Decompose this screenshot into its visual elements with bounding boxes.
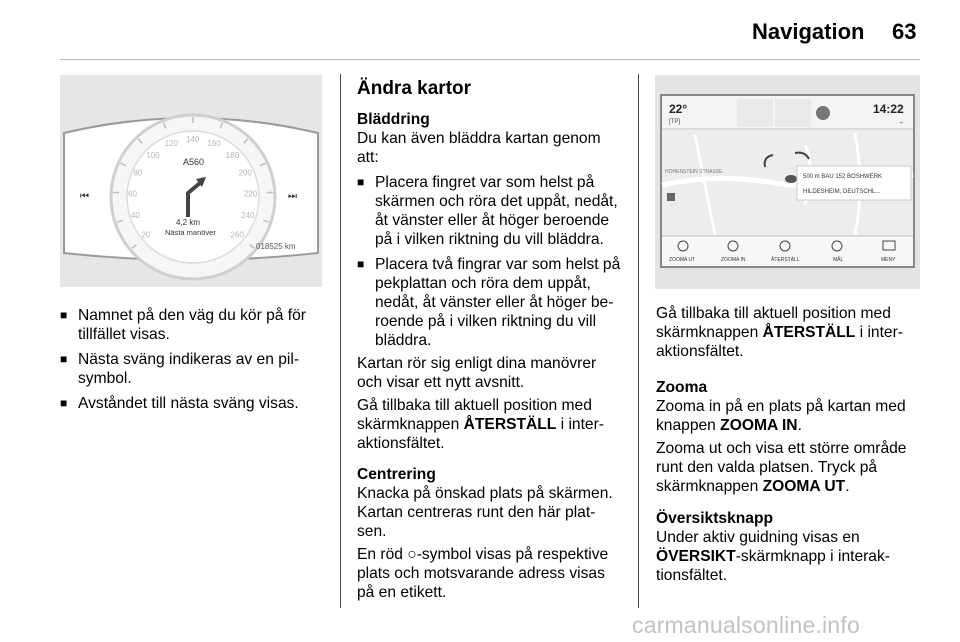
bullet-item: ■ Placera två fingrar var som helst på pekplattan och röra dem uppåt, nedåt, åt vänster eller åt höger be-roende på i vilken riktning du vill bläddra. (357, 255, 623, 350)
speed-tick-label: 240 (241, 211, 255, 221)
right-column-text (656, 304, 922, 595)
paragraph: Kartan rör sig enligt dina manövrer och visar ett nytt avsnitt. (357, 355, 597, 391)
skip-back-icon: ⏮ (80, 191, 89, 202)
header-divider (60, 59, 920, 60)
infotainment-screen-figure (655, 75, 920, 289)
paragraph: Zooma ut och visa ett större område runt den valda platsen. Tryck på skärmknappen ZOOMA UT. (656, 440, 907, 495)
paragraph: En röd ○-symbol visas på respektive plats och motsvarande adress visas på en etikett. (357, 546, 609, 601)
location-marker-icon (785, 175, 797, 183)
bullet-item: ■ Avståndet till nästa sväng visas. (60, 394, 322, 413)
traffic-program-label: [TP] (669, 119, 681, 125)
parking-icon (667, 193, 675, 201)
speed-tick-label: 140 (186, 135, 200, 144)
middle-column-text (357, 79, 623, 612)
next-maneuver-label: Nästa manöver (165, 228, 216, 237)
bullet-item: ■ Namnet på den väg du kör på för tillfället visas. (60, 306, 322, 344)
left-column-text (60, 306, 322, 419)
road-label: A560 (183, 157, 205, 167)
paragraph: Zooma in på en plats på kartan med knappen ZOOMA IN. (656, 398, 906, 434)
subheading-scrolling: Bläddring (357, 111, 430, 128)
speed-tick-label: 80 (133, 168, 143, 178)
street-name-label: HOHENSTEIN STRASSE (665, 169, 723, 175)
speed-tick-label: 160 (207, 139, 221, 149)
temperature-label: 22° (669, 102, 688, 116)
zoom-out-button[interactable]: ZOOMA UT (669, 257, 696, 263)
paragraph: Gå tillbaka till aktuell position med skärmknappen ÅTERSTÄLL i inter-aktionsfältet. (656, 305, 903, 360)
gps-icon: ⌁ (899, 118, 904, 127)
paragraph: Du kan även bläddra kartan genom att: (357, 130, 601, 166)
paragraph: Under aktiv guidning visas en ÖVERSIKT-skärmknapp i interak-tionsfältet. (656, 529, 890, 584)
page-number: 63 (892, 19, 917, 44)
bullet-item: ■ Nästa sväng indikeras av en pil-symbol. (60, 350, 322, 388)
speed-tick-label: 20 (141, 230, 151, 240)
speed-tick-label: 40 (130, 211, 140, 221)
speed-tick-label: 200 (238, 168, 252, 178)
instrument-cluster-figure (60, 75, 322, 287)
column-divider-1 (340, 74, 341, 608)
speed-tick-label: 180 (225, 150, 240, 160)
odometer-label: 018525 km (256, 242, 296, 251)
distance-label: 4,2 km (176, 218, 201, 227)
speed-tick-label: 220 (243, 189, 258, 199)
navigation-screen-illustration (655, 75, 920, 289)
reset-button[interactable]: ÅTERSTÄLL (771, 257, 800, 263)
bullet-item: ■ Placera fingret var som helst på skärmen och röra det uppåt, nedåt, åt vänster eller åt höger beroende på i vilken riktning du vill bläddra. (357, 173, 623, 249)
clock-label: 14:22 (873, 102, 904, 116)
poi-line-2: HILDESHEIM, DEUTSCHL... (803, 189, 881, 195)
info-icon (816, 106, 830, 120)
speed-tick-label: 100 (146, 150, 160, 160)
chapter-title: Navigation (752, 19, 865, 44)
section-title: Ändra kartor (357, 78, 472, 99)
watermark: carmanualsonline.info (632, 612, 860, 638)
destination-button[interactable]: MÅL (833, 257, 844, 263)
menu-button[interactable]: MENY (881, 257, 896, 263)
subheading-zoom: Zooma (656, 379, 708, 396)
subheading-centering: Centrering (357, 466, 436, 483)
page-header (0, 0, 960, 60)
poi-line-1: 500 m BAU 152 BOSHWERK (803, 174, 883, 180)
subheading-overview: Översiktsknapp (656, 510, 774, 527)
instrument-cluster-illustration (60, 75, 322, 287)
paragraph: Knacka på önskad plats på skärmen. Kartan centreras runt den här plat-sen. (357, 485, 613, 540)
speed-tick-label: 60 (128, 189, 138, 199)
zoom-in-button[interactable]: ZOOMA IN (721, 257, 746, 263)
speed-tick-label: 120 (164, 139, 178, 149)
column-divider-2 (638, 74, 639, 608)
skip-forward-icon: ⏭ (288, 191, 297, 202)
speed-tick-label: 260 (230, 230, 244, 240)
paragraph: Gå tillbaka till aktuell position med skärmknappen ÅTERSTÄLL i inter-aktionsfältet. (357, 397, 604, 452)
